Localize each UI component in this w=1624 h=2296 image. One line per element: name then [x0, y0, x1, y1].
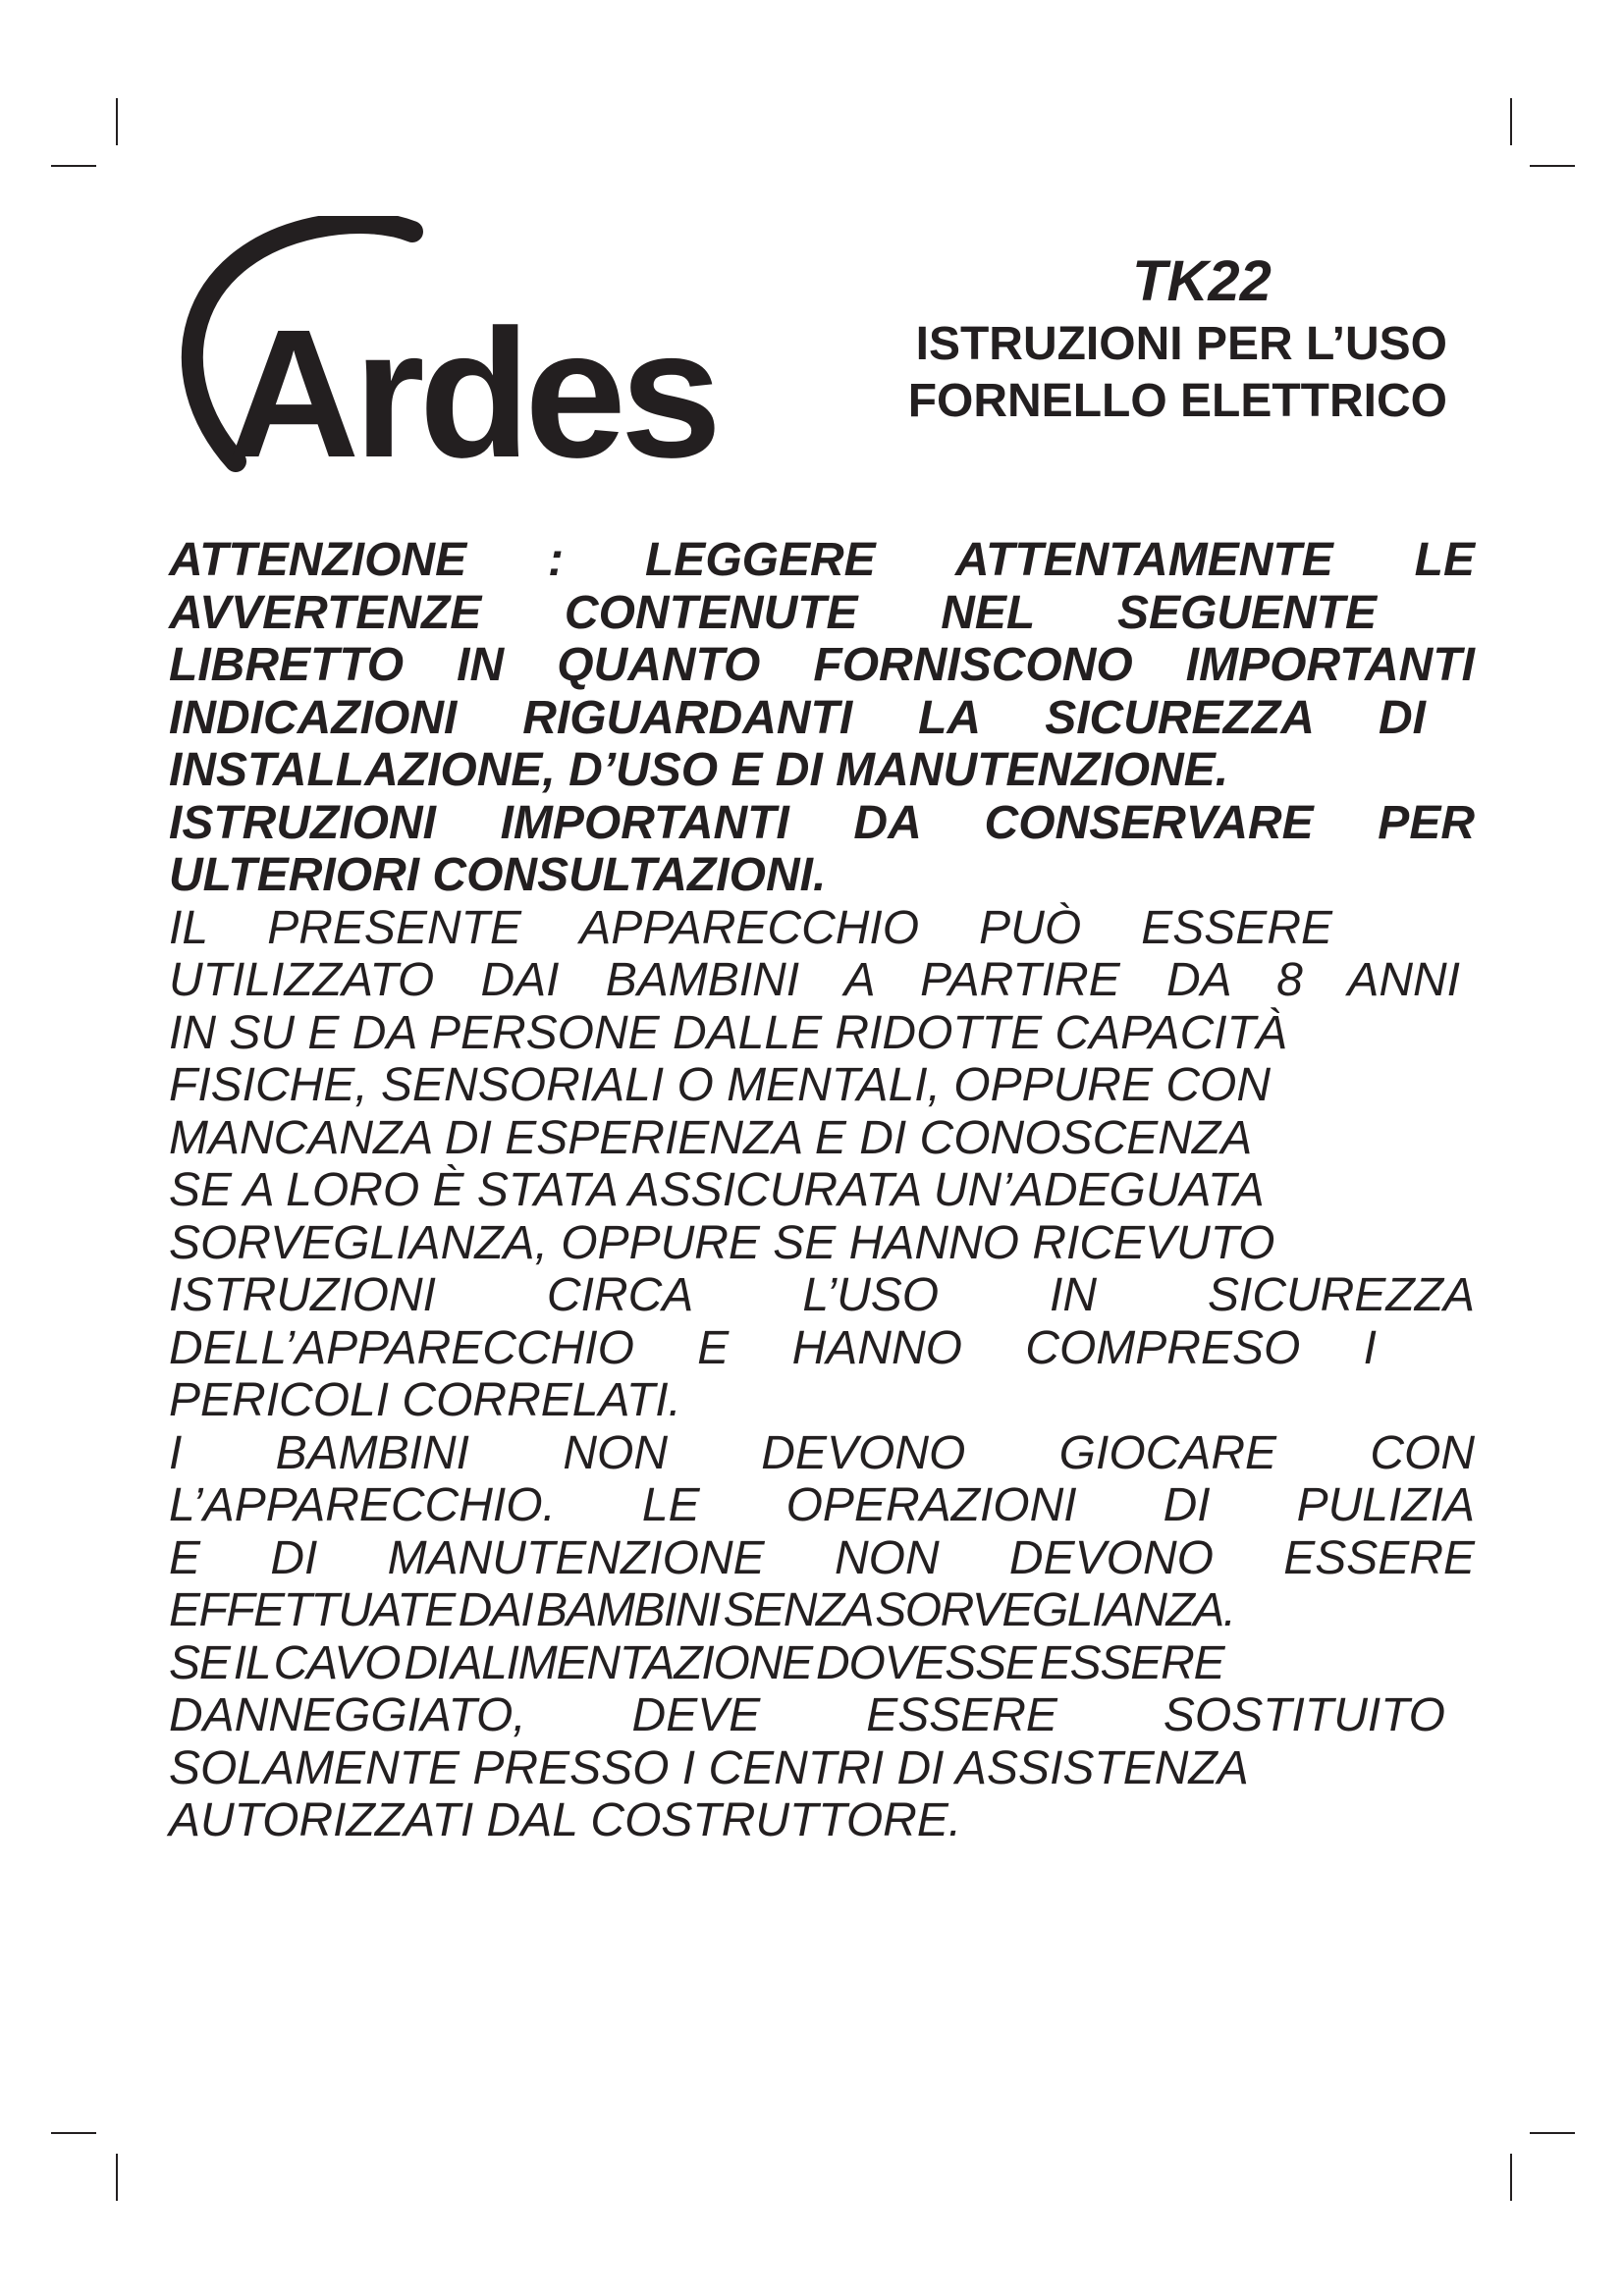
crop-mark-top-right-horizontal: [1530, 165, 1575, 167]
body-block: [169, 902, 1475, 1847]
crop-mark-bottom-left-horizontal: [51, 2132, 96, 2134]
body-line: DANNEGGIATO, DEVE ESSERE SOSTITUITO: [169, 1689, 1445, 1741]
body-line: L’APPARECCHIO. LE OPERAZIONI DI PULIZIA: [169, 1479, 1475, 1531]
body-line: FISICHE, SENSORIALI O MENTALI, OPPURE CON: [169, 1059, 1271, 1111]
warning-line: INDICAZIONI RIGUARDANTI LA SICUREZZA DI: [169, 691, 1426, 744]
ardes-logo: [167, 216, 746, 481]
document-title-line-1: ISTRUZIONI PER L’USO: [915, 318, 1447, 370]
logo-wordmark: Ardes: [228, 293, 717, 481]
warning-line: AVVERTENZE CONTENUTE NEL SEGUENTE: [169, 586, 1377, 639]
crop-mark-top-left-horizontal: [51, 165, 96, 167]
body-line: SE A LORO È STATA ASSICURATA UN’ADEGUATA: [169, 1164, 1265, 1216]
body-line: AUTORIZZATI DAL COSTRUTTORE.: [169, 1794, 962, 1846]
body-line: SOLAMENTE PRESSO I CENTRI DI ASSISTENZA: [169, 1741, 1249, 1794]
body-line: IL PRESENTE APPARECCHIO PUÒ ESSERE: [169, 901, 1332, 954]
crop-mark-bottom-right-horizontal: [1530, 2132, 1575, 2134]
warning-line: ATTENZIONE : LEGGERE ATTENTAMENTE LE: [169, 534, 1475, 586]
body-line: IN SU E DA PERSONE DALLE RIDOTTE CAPACITÀ: [169, 1006, 1287, 1059]
warning-line: ISTRUZIONI IMPORTANTI DA CONSERVARE PER: [169, 796, 1475, 849]
body-line: PERICOLI CORRELATI.: [169, 1374, 681, 1426]
document-header: [819, 247, 1447, 430]
body-line: UTILIZZATO DAI BAMBINI A PARTIRE DA 8 ANNI: [169, 954, 1460, 1006]
warning-line: ULTERIORI CONSULTAZIONI.: [169, 849, 827, 901]
body-line: SE IL CAVO DI ALIMENTAZIONE DOVESSE ESSERE: [169, 1636, 1224, 1689]
body-line: MANCANZA DI ESPERIENZA E DI CONOSCENZA: [169, 1111, 1253, 1164]
crop-mark-top-left-vertical: [116, 98, 118, 145]
model-number: TK22: [1132, 249, 1272, 313]
warning-block: [169, 534, 1475, 902]
body-line: E DI MANUTENZIONE NON DEVONO ESSERE: [169, 1531, 1475, 1584]
body-line: ISTRUZIONI CIRCA L’USO IN SICUREZZA: [169, 1269, 1475, 1321]
document-title-line-2: FORNELLO ELETTRICO: [907, 375, 1447, 427]
warning-line: INSTALLAZIONE, D’USO E DI MANUTENZIONE.: [169, 744, 1229, 796]
body-line: EFFETTUATE DAI BAMBINI SENZA SORVEGLIANZA.: [169, 1584, 1235, 1636]
crop-mark-bottom-right-vertical: [1510, 2154, 1512, 2201]
crop-mark-top-right-vertical: [1510, 98, 1512, 145]
ardes-logo-graphic: [167, 216, 746, 481]
body-line: SORVEGLIANZA, OPPURE SE HANNO RICEVUTO: [169, 1216, 1275, 1269]
body-line: DELL’APPARECCHIO E HANNO COMPRESO I: [169, 1321, 1377, 1374]
safety-text: [169, 534, 1475, 1847]
body-line: I BAMBINI NON DEVONO GIOCARE CON: [169, 1426, 1475, 1479]
crop-mark-bottom-left-vertical: [116, 2154, 118, 2201]
warning-line: LIBRETTO IN QUANTO FORNISCONO IMPORTANTI: [169, 639, 1475, 691]
